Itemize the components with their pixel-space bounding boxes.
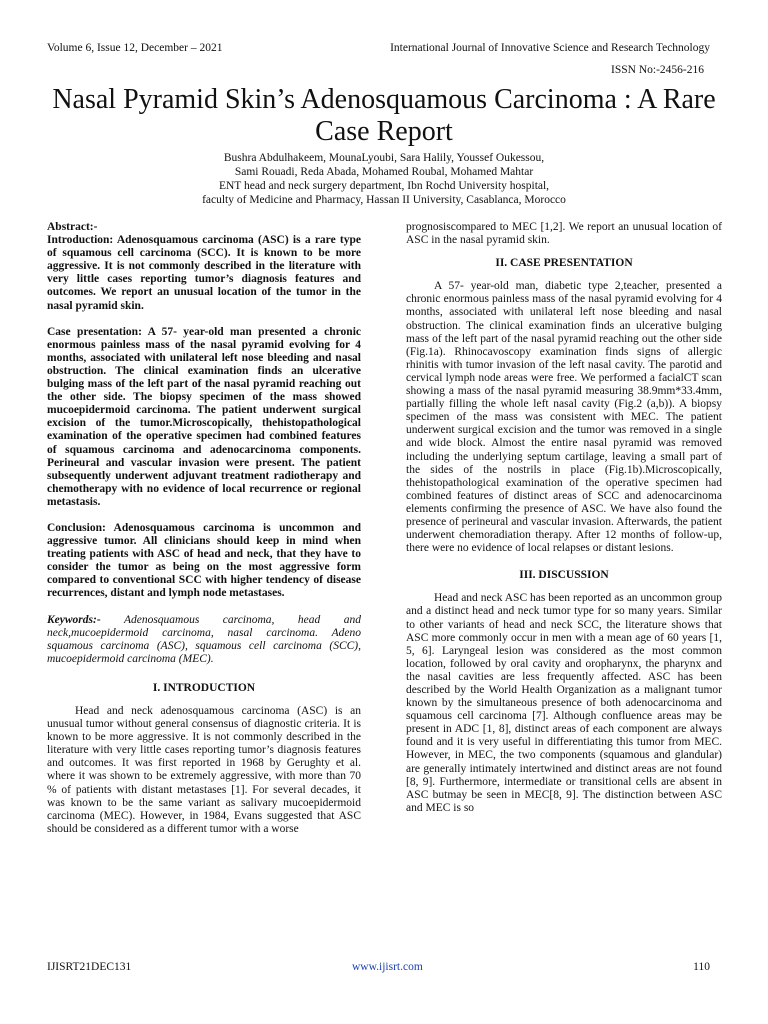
abstract-introduction: Introduction: Adenosquamous carcinoma (ASC) is a rare type of squamous cell carcinoma (SCC). It is known to be more aggressive. It is not commonly described in the literature with very little cases reporting tumor’s diagnosis features and outcomes. We report an unusual location of the tumor in the nasal pyramid skin. [47,234,361,312]
issn: ISSN No:-2456-216 [611,64,704,76]
section-heading-case: II. CASE PRESENTATION [495,257,633,270]
volume-info: Volume 6, Issue 12, December – 2021 [47,42,223,54]
journal-name: International Journal of Innovative Science and Research Technology [390,42,710,54]
page-number: 110 [693,961,710,973]
keywords-text: Adenosquamous carcinoma, head and neck,mucoepidermoid carcinoma, nasal carcinoma. Adeno squamous carcinoma (ASC), squamous cell carcinoma (SCC), mucoepidermoid carcinoma (MEC). [47,613,361,665]
paper-title: Nasal Pyramid Skin’s Adenosquamous Carcinoma : A Rare Case Report [52,84,716,147]
keywords [47,614,361,666]
discussion-text: Head and neck ASC has been reported as an uncommon group and a distinct head and neck tumor type for so many years. Similar to other variants of head and neck SCC, the literature shows that ASC more commonly occur in men with a mean age of 60 years [1, 5, 6]. Laryngeal lesion was considered as the most common location, followed by oral cavity and oropharynx, the pharynx and the nasal cavities are less frequently affected. ASC has been described by the World Health Organization as a malignant tumor known by the simultaneous presence of both adenocarcinoma and squamous cell carcinoma [7]. Although confluence areas may be present in ADC [1, 8], distinct areas of each component are always found and it is very useful in differentiating this tumor from MEC. However, in MEC, the two components (squamous and glandular) are generally intimately intertwined and distinct areas are not found [8, 9]. Furthermore, intermediate or transitional cells are absent in ASC butmay be seen in MEC[8, 9]. The distinction between ASC and MEC is so [406,592,722,814]
abstract-heading: Abstract:- [47,221,98,233]
introduction-text: Head and neck adenosquamous carcinoma (ASC) is an unusual tumor without general consensus of diagnostic criteria. It is known to be more aggressive. It is not commonly described in the literature with very little cases reporting tumor’s diagnosis features and outcomes. It was first reported in 1968 by Gerughty et al. where it was shown to be extremely aggressive, with more than 70 % of patients with distant metastases [1]. For several decades, it was known to be the same variant as salivary mucoepidermoid carcinoma (MEC). However, in 1984, Evans suggested that ASC should be considered as a different tumor with a worse [47,705,361,835]
affiliation-line: faculty of Medicine and Pharmacy, Hassan II University, Casablanca, Morocco [202,194,566,206]
authors-block [100,151,668,207]
abstract-case-presentation: Case presentation: A 57- year-old man presented a chronic enormous painless mass of the nasal pyramid evolving for 4 months, associated with unilateral left nose bleeding and nasal obstruction. The clinical examination finds an ulcerative bulging mass of the left part of the nasal pyramid reaching out the other side. The biopsy specimen of the mass showed mucoepidermoid carcinoma. The patient underwent surgical excision of the tumor.Microscopically, thehistopathological examination of the operative specimen had combined features of squamous carcinoma and adenocarcinoma components. Perineural and vascular invasion were present. The patient subsequently underwent adjuvant treatment radiotherapy and chemotherapy with no evidence of local recurrence or regional metastasis. [47,325,361,508]
case-presentation-text: A 57- year-old man, diabetic type 2,teacher, presented a chronic enormous painless mass of the nasal pyramid evolving for 4 months, associated with unilateral left nose bleeding and nasal obstruction. The clinical examination finds an ulcerative bulging mass of the left part of the nasal pyramid reaching out the other side (Fig.1a). Rhinocavoscopy examination finds signs of allergic rhinitis with tumor invasion of the left nasal cavity. The parotid and cervical lymph node areas were free. We performed a facialCT scan showing a mass of the nasal pyramid measuring 38.9mm*33.4mm, partially filling the whole left nasal cavity (Fig.2 (a,b)). A biopsy specimen of the mass was consistent with MEC. The patient underwent surgical excision and the tumor was removed in a single and wide block. Almost the entire nasal pyramid was removed including the underlying septum cartilage, leaving a small part of the sides of the nostrils in place (Fig.1b).Microscopically, thehistopathological examination of the operative specimen had combined features of distinct areas of SCC and adenocarcinoma elements confirming the presence of ASC. We have also found the presence of perineural and vascular invasion. Afterwards, the patient underwent chemoradiation therapy. After 12 months of follow-up, there were no evidence of local relapses or distant lesions. [406,280,722,555]
journal-url-link[interactable]: www.ijisrt.com [352,961,423,973]
author-line: Sami Rouadi, Reda Abada, Mohamed Roubal, Mohamed Mahtar [234,166,534,178]
article-code: IJISRT21DEC131 [47,961,132,973]
right-column [406,221,722,815]
left-column [47,221,361,836]
introduction-continued: prognosiscompared to MEC [1,2]. We report an unusual location of ASC in the nasal pyramid skin. [406,221,722,247]
keywords-label: Keywords:- [47,613,101,626]
section-heading-discussion: III. DISCUSSION [519,569,609,582]
abstract-conclusion: Conclusion: Adenosquamous carcinoma is uncommon and aggressive tumor. All clinicians should keep in mind when treating patients with ASC of head and neck, that they have to consider the tumor as being on the most aggressive form compared to conventional SCC with higher tendency of disease recurrences, distant and lymph node metastases. [47,521,361,600]
section-heading-introduction: I. INTRODUCTION [152,681,256,694]
author-line: Bushra Abdulhakeem, MounaLyoubi, Sara Halily, Youssef Oukessou, [223,152,545,164]
affiliation-line: ENT head and neck surgery department, Ibn Rochd University hospital, [218,180,550,192]
